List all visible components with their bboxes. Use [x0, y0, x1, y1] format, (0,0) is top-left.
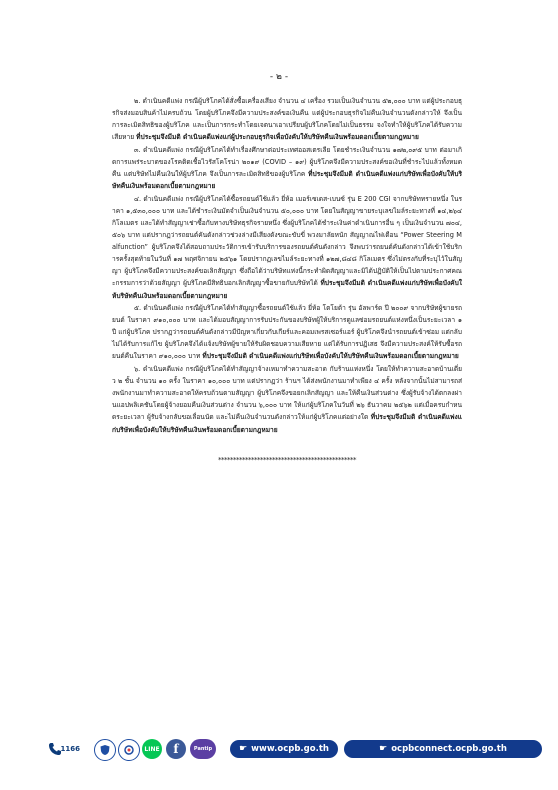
hotline-badge[interactable]	[48, 741, 80, 757]
resolution-text: ที่ประชุมจึงมีมติ ดำเนินคดีแพ่งแก่ผู้ประกอบธุรกิจเพื่อบังคับให้บริษัทคืนเงินพร้อมดอกเบี้ยตามกฎหมาย	[136, 133, 419, 142]
paragraph-4	[112, 193, 462, 302]
paragraph-5	[112, 302, 462, 362]
facebook-icon[interactable]: f	[166, 739, 186, 759]
line-icon[interactable]: LINE	[142, 739, 162, 759]
page-number: - ๒ -	[269, 72, 289, 82]
connect-link[interactable]	[344, 740, 542, 758]
paragraph-text: ๔. ดำเนินคดีแพ่ง กรณีผู้บริโภคได้ซื้อรถยนต์ใช้แล้ว ยี่ห้อ เมอร์เซเดส-เบนซ์ รุ่น E 200 CGI จากบริษัททรายหนึ่ง ในราคา ๑,๕๓๐,๐๐๐ บาท และได้ชำระเงินมัดจำเป็นเงินจำนวน ๕๐,๐๐๐ บาท โดยในสัญญาขายระบุเลขไมล์ระยะทางที่ ๑๔,๒๖๔ กิโลเมตร และได้ทำสัญญาเช่าซื้อกับทางบริษัทธุรกิจรายหนึ่ง ซึ่งผู้บริโภคได้ชำระเงินค่าดำเนินการอื่น ๆ เป็นเงินจำนวน ๗๐๔,๕๐๖ บาท แต่ปรากฏว่ารถยนต์คันดังกล่าวช่วงล่างมีเสียงดังขณะขับขี่ พวงมาลัยหนัก สัญญาณไฟเตือน “Power Steering Malfunction” ผู้บริโภคจึงได้สอบถามประวัติการเข้ารับบริการของรถยนต์คันดังกล่าว จึงพบว่ารถยนต์คันดังกล่าวได้เข้าใช้บริการครั้งสุดท้ายในวันที่ ๑๗ พฤศจิกายน ๒๕๖๑ โดยปรากฏเลขไมล์ระยะทางที่ ๑๒๗,๘๔๘ กิโลเมตร ซึ่งไม่ตรงกับที่ระบุไว้ในสัญญา ผู้บริโภคจึงมีความประสงค์ขอเลิกสัญญา ซึ่งถือได้ว่าบริษัทแห่งนี้กระทำผิดสัญญาและมิได้ปฏิบัติให้เป็นไปตามประกาศคณะกรรมการว่าด้วยสัญญา ผู้บริโภคมีสิทธิบอกเลิกสัญญาซื้อขายกับบริษัทได้	[112, 194, 462, 288]
paragraph-text: ๖. ดำเนินคดีแพ่ง กรณีผู้บริโภคได้ทำสัญญาจ้างเหมาทำความสะอาด กับร้านแห่งหนึ่ง โดยให้ทำความสะอาดบ้านเดี่ยว ๒ ชั้น จำนวน ๑๐ ครั้ง ในราคา ๑๐,๐๐๐ บาท แต่ปรากฏว่า ร้านฯ ได้ส่งพนักงานมาทำเพียง ๔ ครั้ง หลังจากนั้นไม่สามารถส่งพนักงานมาทำความสะอาดให้ครบถ้วนตามสัญญา ผู้บริโภคจึงขอยกเลิกสัญญา และให้คืนเงินส่วนต่าง ซึ่งผู้รับจ้างได้ตกลงผ่านแอปพลิเคชันโดยผู้จ้างยอมคืนเงินส่วนต่าง จำนวน ๖,๐๐๐ บาท ให้แก่ผู้บริโภคในวันที่ ๒๖ ธันวาคม ๒๕๖๒ แต่เมื่อครบกำหนดระยะเวลา ผู้รับจ้างกลับขอเลื่อนนัด และไม่คืนเงินจำนวนดังกล่าวให้แก่ผู้บริโภคแต่อย่างใด	[112, 365, 462, 422]
paragraph-3	[112, 144, 462, 192]
resolution-text: ที่ประชุมจึงมีมติ ดำเนินคดีแพ่งแก่บริษัทเพื่อบังคับให้บริษัทคืนเงินพร้อมดอกเบี้ยตามกฎหมาย	[112, 413, 462, 434]
paragraph-2	[112, 95, 462, 143]
paragraph-6	[112, 363, 462, 436]
shield-icon[interactable]	[94, 739, 116, 761]
document-body	[112, 95, 462, 464]
paragraph-text: ๒. ดำเนินคดีแพ่ง กรณีผู้บริโภคได้สั่งซื้อเครื่องเสียง จำนวน ๔ เครื่อง รวมเป็นเงินจำนวน ๕๒,๐๐๐ บาท แต่ผู้ประกอบธุรกิจส่งมอบสินค้าไม่ครบถ้วน โดยผู้บริโภคจึงมีความประสงค์ขอเงินคืน แต่ผู้ประกอบธุรกิจไม่คืนเงินจำนวนดังกล่าวให้ จึงเป็นการละเมิดสิทธิของผู้บริโภค และเป็นการกระทำโดยเจตนาเอาเปรียบผู้บริโภคโดยไม่เป็นธรรม จงใจทำให้ผู้บริโภคได้รับความเสียหาย	[112, 97, 462, 142]
end-separator: **********************************************	[218, 455, 356, 464]
connect-url: ocpbconnect.ocpb.go.th	[391, 744, 507, 754]
resolution-text: ที่ประชุมจึงมีมติ ดำเนินคดีแพ่งแก่บริษัทเพื่อบังคับให้บริษัทคืนเงินพร้อมดอกเบี้ยตามกฎหมาย	[112, 170, 462, 191]
phone-icon	[48, 742, 62, 756]
footer-bar	[44, 736, 544, 762]
website-link[interactable]	[230, 740, 338, 758]
resolution-text: ที่ประชุมจึงมีมติ ดำเนินคดีแพ่งแก่บริษัทเพื่อบังคับให้บริษัทคืนเงินพร้อมดอกเบี้ยตามกฎหมาย	[202, 352, 459, 361]
resolution-text: ที่ประชุมจึงมีมติ ดำเนินคดีแพ่งแก่บริษัทเพื่อบังคับให้บริษัทคืนเงินพร้อมดอกเบี้ยตามกฎหมาย	[112, 279, 462, 300]
hotline-number: 1166	[60, 745, 80, 753]
pointing-hand-icon: ☛	[379, 744, 388, 754]
website-url: www.ocpb.go.th	[251, 744, 329, 754]
pointing-hand-icon: ☛	[239, 744, 248, 754]
connect-icon[interactable]	[118, 739, 140, 761]
paragraph-text: ๓. ดำเนินคดีแพ่ง กรณีผู้บริโภคได้ทำเรื่องศึกษาต่อประเทศออสเตรเลีย โดยชำระเงินจำนวน ๑๗๒,๐๙๕ บาท ต่อมาเกิดการแพร่ระบาดของโรคติดเชื้อไวรัสโคโรน่า ๒๐๑๙ (COVID – ๑๙) ผู้บริโภคจึงมีความประสงค์ขอเงินที่ชำระไปแล้วทั้งหมดคืน แต่บริษัทไม่คืนเงินให้ผู้บริโภค จึงเป็นการละเมิดสิทธิของผู้บริโภค	[112, 145, 462, 179]
pantip-icon[interactable]: Pantip	[190, 739, 216, 759]
paragraph-text: ๕. ดำเนินคดีแพ่ง กรณีผู้บริโภคได้ทำสัญญาซื้อรถยนต์ใช้แล้ว ยี่ห้อ โตโยต้า รุ่น อัลพาร์ด ปี ๒๐๐๙ จากบริษัทผู้ขายรถยนต์ ในราคา ๙๑๐,๐๐๐ บาท และได้มอบสัญญาการรับประกันของบริษัทผู้ให้บริการดูแลซ่อมรถยนต์แห่งหนึ่งเป็นระยะเวลา ๑ ปี แก่ผู้บริโภค ปรากฏว่ารถยนต์คันดังกล่าวมีปัญหาเกี่ยวกับเกียร์และคอมเพรสเซอร์แอร์ ผู้บริโภคจึงนำรถยนต์เข้าซ่อม แต่กลับไม่ได้รับการแก้ไข ผู้บริโภคจึงได้แจ้งบริษัทผู้ขายให้รับผิดชอบความเสียหาย แต่ได้รับการปฏิเสธ จึงมีความประสงค์ให้รับซื้อรถยนต์คืนในราคา ๙๑๐,๐๐๐ บาท	[112, 304, 462, 361]
